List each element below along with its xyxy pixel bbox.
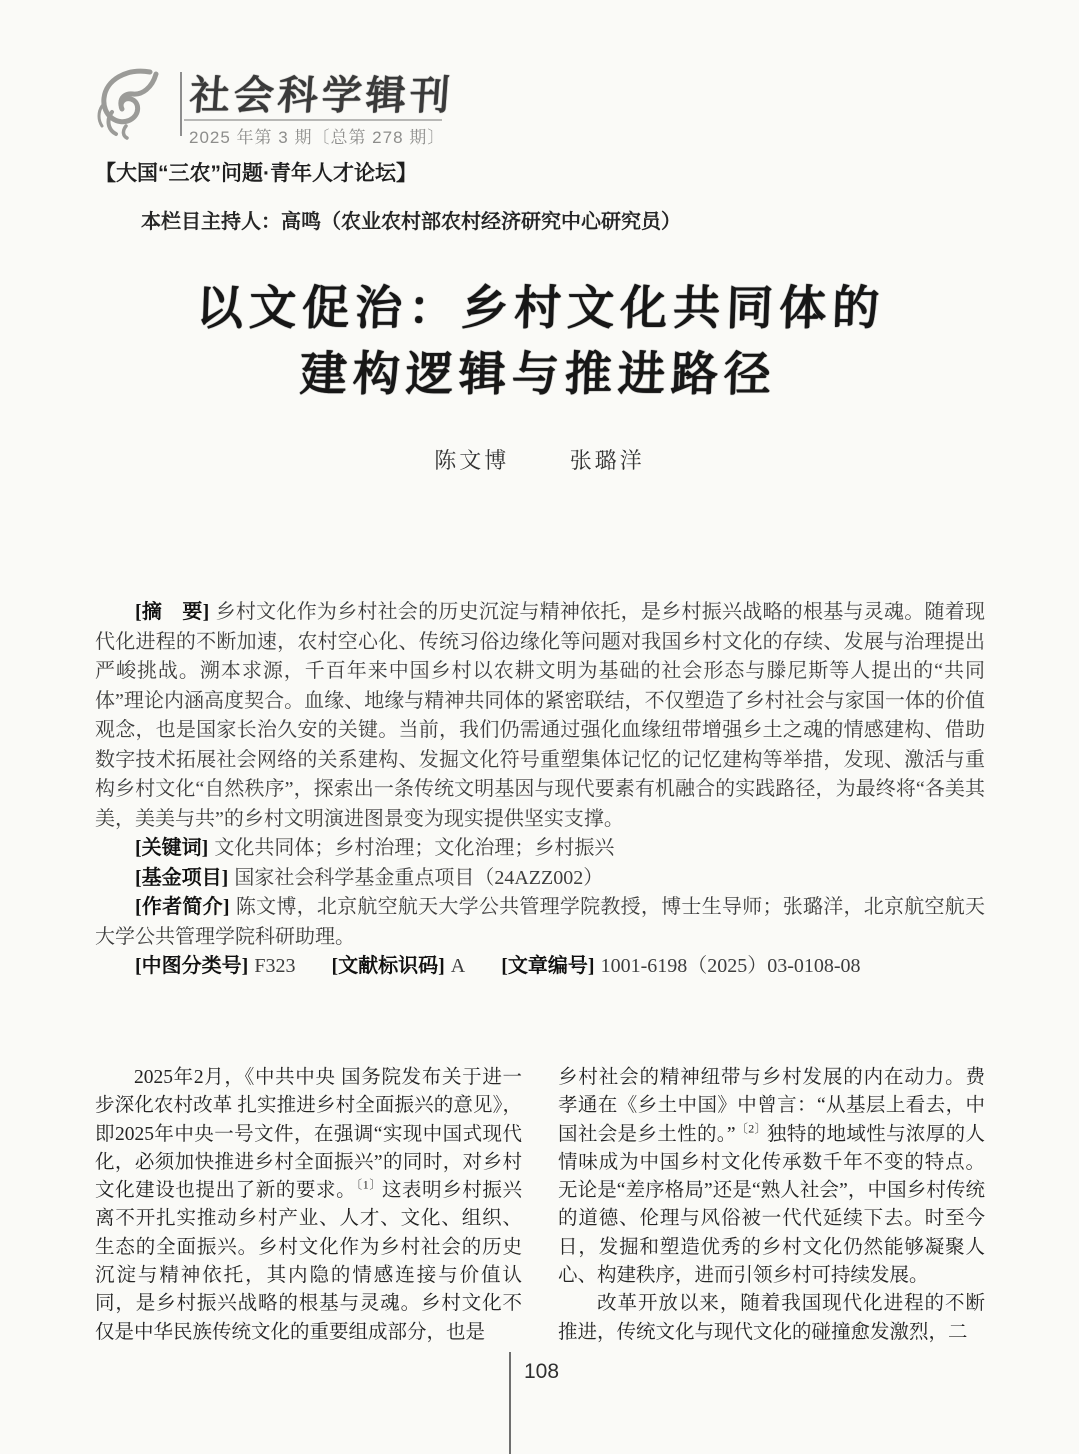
fund-text: 国家社会科学基金重点项目（24AZZ002） bbox=[234, 866, 604, 889]
abstract-label: [摘 要] bbox=[135, 601, 210, 623]
article-id-label: [文章编号] bbox=[501, 955, 595, 977]
body-text: 独特的地域性与浓厚的人情味成为中国乡村文化传承数千年不变的特点。无论是“差序格局”还是“熟人社会”，中国乡村传统的道德、伦理与风俗被一代代延续下去。时至今日，发掘和塑造优秀的乡村文化仍然能够凝聚人心、构建秩序，进而引领乡村可持续发展。 bbox=[558, 1123, 985, 1287]
author-bio-label: [作者简介] bbox=[135, 896, 230, 918]
body-text: 这表明乡村振兴离不开扎实推动乡村产业、人才、文化、组织、生态的全面振兴。乡村文化作为乡村社会的历史沉淀与精神依托，其内隐的情感连接与价值认同，是乡村振兴战略的根基与灵魂。乡村文化不仅是中华民族传统文化的重要组成部分，也是 bbox=[95, 1180, 522, 1343]
article-meta-block bbox=[95, 598, 985, 982]
article-title bbox=[0, 276, 1079, 408]
section-header: 【大国“三农”问题·青年人才论坛】 bbox=[95, 162, 417, 185]
body-text: 2025年2月，《中共中央 国务院发布关于进一步深化农村改革 扎实推进乡村全面振兴的意见》，即2025年中央一号文件，在强调“实现中国式现代化，必须加快推进乡村全面振兴”的同时，对乡村文化建设也提出了新的要求。 bbox=[95, 1067, 522, 1202]
body-text: 改革开放以来，随着我国现代化进程的不断推进，传统文化与现代文化的碰撞愈发激烈，二 bbox=[558, 1293, 985, 1343]
footer-rule bbox=[509, 1352, 511, 1454]
phoenix-emblem-icon bbox=[92, 68, 174, 140]
keywords-paragraph bbox=[95, 834, 985, 864]
fund-paragraph bbox=[95, 864, 985, 894]
journal-name: 社会科学辑刊 bbox=[188, 73, 456, 118]
masthead-divider bbox=[180, 72, 182, 136]
author-name: 张璐洋 bbox=[569, 448, 645, 473]
keywords-label: [关键词] bbox=[135, 837, 209, 859]
body-paragraph bbox=[558, 1290, 985, 1347]
keywords-text: 文化共同体；乡村治理；文化治理；乡村振兴 bbox=[214, 837, 615, 859]
abstract-text: 乡村文化作为乡村社会的历史沉淀与精神依托，是乡村振兴战略的根基与灵魂。随着现代化进程的不断加速，农村空心化、传统习俗边缘化等问题对我国乡村文化的存续、发展与治理提出严峻挑战。溯本求源，千百年来中国乡村以农耕文明为基础的社会形态与滕尼斯等人提出的“共同体”理论内涵高度契合。血缘、地缘与精神共同体的紧密联结，不仅塑造了乡村社会与家国一体的价值观念，也是国家长治久安的关键。当前，我们仍需通过强化血缘纽带增强乡土之魂的情感建构、借助数字技术拓展社会网络的关系建构、发掘文化符号重塑集体记忆的记忆建构等举措，发现、激活与重构乡村文化“自然秩序”，探索出一条传统文明基因与现代要素有机融合的实践路径，为最终将“各美其美，美美与共”的乡村文明演进图景变为现实提供坚实支撑。 bbox=[95, 601, 985, 830]
author-bio-paragraph bbox=[95, 893, 985, 952]
authors-line bbox=[0, 444, 1079, 475]
article-title-line1: 以文促治：乡村文化共同体的 bbox=[195, 283, 887, 335]
page-number: 108 bbox=[524, 1360, 560, 1383]
article-title-line2: 建构逻辑与推进路径 bbox=[298, 349, 778, 401]
issue-line: 2025 年第 3 期〔总第 278 期〕 bbox=[189, 128, 446, 147]
masthead-rule bbox=[184, 119, 442, 121]
body-paragraph bbox=[558, 1064, 985, 1290]
doc-code-value: A bbox=[450, 955, 466, 977]
classification-paragraph bbox=[95, 952, 985, 982]
footnote-ref-1: 〔1〕 bbox=[356, 1177, 382, 1192]
body-column-right bbox=[558, 1064, 985, 1347]
clc-value: F323 bbox=[254, 955, 296, 977]
author-bio-text: 陈文博，北京航空航天大学公共管理学院教授，博士生导师；张璐洋，北京航空航天大学公共管理学院科研助理。 bbox=[95, 896, 985, 948]
article-id-value: 1001-6198（2025）03-0108-08 bbox=[600, 955, 861, 977]
body-column-left bbox=[95, 1064, 522, 1347]
clc-label: [中图分类号] bbox=[135, 955, 249, 977]
column-host-line: 本栏目主持人：高鸣（农业农村部农村经济研究中心研究员） bbox=[141, 211, 681, 233]
doc-code-label: [文献标识码] bbox=[331, 955, 445, 977]
body-paragraph bbox=[95, 1064, 522, 1347]
footnote-ref-2: 〔2〕 bbox=[735, 1121, 767, 1136]
author-name: 陈文博 bbox=[434, 448, 510, 473]
body-text: 乡村社会的精神纽带与乡村发展的内在动力。费孝通在《乡土中国》中曾言：“从基层上看去，中国社会是乡土性的。” bbox=[558, 1067, 985, 1145]
fund-label: [基金项目] bbox=[135, 866, 229, 889]
abstract-paragraph bbox=[95, 598, 985, 834]
article-body bbox=[95, 1064, 985, 1347]
